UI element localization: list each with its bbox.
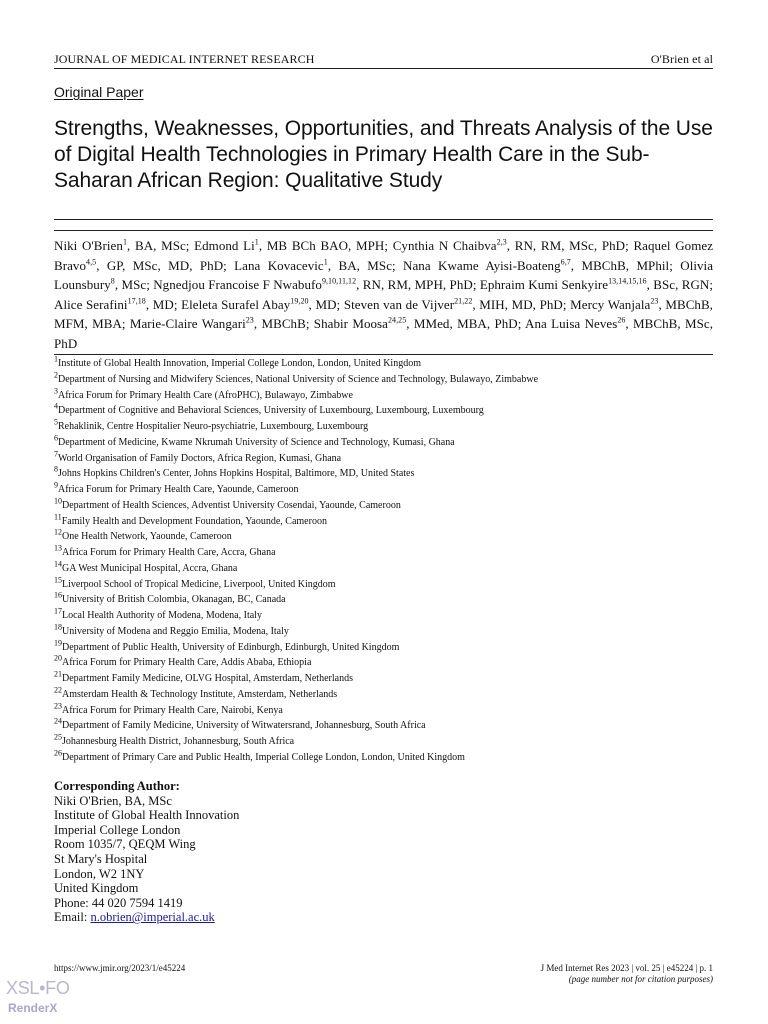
affiliation-number: 20 (54, 653, 62, 663)
author-qualifications: MBChB, MFM, MBA (54, 296, 713, 332)
affiliation-item (54, 750, 713, 766)
author-name: Steven van de Vijver (343, 296, 455, 312)
author-affiliation-ref: 24,25 (388, 316, 407, 326)
affiliation-text: Department of Cognitive and Behavioral Sciences, University of Luxembourg, Luxembourg, Luxembourg (58, 405, 484, 417)
affiliation-number: 4 (54, 401, 58, 411)
title-rule-top (54, 219, 713, 220)
affiliation-item (54, 482, 713, 498)
affiliation-item (54, 703, 713, 719)
affiliation-number: 8 (54, 464, 58, 474)
affiliation-text: Africa Forum for Primary Health Care (AfroPHC), Bulawayo, Zimbabwe (58, 389, 353, 401)
affiliation-item (54, 356, 713, 372)
author-affiliation-ref: 2,3 (496, 237, 507, 247)
affiliation-text: Johns Hopkins Children's Center, Johns Hopkins Hospital, Baltimore, MD, United States (58, 468, 415, 480)
author-affiliation-ref: 8 (110, 276, 115, 286)
author-entry: Ngnedjou Francoise F Nwabufo$^{9,10,11,12}$, RN, RM, MPH, PhD (153, 276, 473, 293)
author-qualifications: RN, RM, MSc, PhD (514, 238, 626, 253)
author-affiliation-ref: 19,20 (290, 296, 309, 306)
author-name: Shabir Moosa (313, 316, 388, 332)
affiliation-number: 12 (54, 527, 62, 537)
affiliation-text: Department of Health Sciences, Adventist University Cosendai, Yaounde, Cameroon (62, 499, 401, 511)
corresponding-author-address (54, 794, 454, 911)
affiliation-text: University of British Colombia, Okanagan, BC, Canada (62, 594, 286, 606)
author-name: Olivia Lounsbury (54, 257, 714, 293)
footer-citation-block (541, 963, 713, 985)
affiliation-item (54, 592, 713, 608)
affiliation-text: Department of Family Medicine, University of Witwatersrand, Johannesburg, South Africa (62, 720, 426, 732)
affiliation-number: 10 (54, 496, 62, 506)
affiliation-text: Family Health and Development Foundation, Yaounde, Cameroon (61, 515, 327, 527)
author-name: Mercy Wanjala (570, 296, 651, 312)
affiliation-text: Local Health Authority of Modena, Modena, Italy (62, 610, 262, 621)
affiliation-number: 1 (54, 354, 58, 364)
author-entry: Niki O'Brien$^1$, BA, MSc (54, 237, 186, 253)
author-entry: Cynthia N Chaibva$^{2,3}$, RN, RM, MSc, PhD (392, 237, 626, 253)
journal-name: JOURNAL OF MEDICAL INTERNET RESEARCH (54, 52, 315, 66)
affiliation-text: Department of Public Health, University of Edinburgh, Edinburgh, United Kingdom (62, 641, 400, 653)
author-qualifications: MBChB (261, 316, 306, 332)
author-affiliation-ref: 23 (245, 316, 254, 326)
author-entry: Olivia Lounsbury$^8$, MSc (54, 257, 714, 293)
title-rule-bottom (54, 230, 713, 231)
author-entry: Lana Kovacevic$^1$, BA, MSc (234, 257, 393, 273)
address-line: United Kingdom (54, 881, 139, 896)
author-name: Niki O'Brien (54, 238, 123, 253)
author-entry: Ephraim Kumi Senkyire$^{13,14,15,16}$, BSc, RGN (479, 276, 710, 293)
affiliation-item (54, 403, 713, 419)
article-title: Strengths, Weaknesses, Opportunities, and Threats Analysis of the Use of Digital Health Technologies in Primary Health Care in the Sub-Saharan African Region: Qualitative Study (54, 117, 713, 192)
author-qualifications: MD (315, 296, 337, 312)
affiliation-item (54, 451, 713, 467)
author-affiliation-ref: 23 (650, 296, 659, 306)
affiliation-item (54, 577, 713, 593)
author-name: Alice Serafini (54, 296, 128, 312)
author-entry: Ana Luisa Neves$^{26}$, MBChB, MSc, PhD (54, 316, 713, 351)
affiliation-item (54, 734, 713, 750)
author-entry: Steven van de Vijver$^{21,22}$, MIH, MD, PhD (343, 296, 563, 312)
affiliation-text: Johannesburg Health District, Johannesburg, South Africa (62, 736, 295, 747)
author-qualifications: RN, RM, MPH, PhD (362, 277, 473, 293)
author-affiliation-ref: 1 (122, 237, 127, 247)
affiliation-number: 6 (54, 433, 58, 443)
author-qualifications: MMed, MBA, PhD (413, 316, 518, 332)
affiliation-text: Department of Primary Care and Public Health, Imperial College London, London, United Kingdom (62, 751, 465, 763)
affiliation-item (54, 608, 713, 624)
affiliation-text: University of Modena and Reggio Emilia, Modena, Italy (62, 625, 289, 637)
affiliation-number: 11 (54, 512, 62, 522)
author-name: Eleleta Surafel Abay (181, 296, 291, 312)
author-entry: Alice Serafini$^{17,18}$, MD (54, 296, 174, 312)
affiliation-item (54, 435, 713, 451)
author-name: Marie-Claire Wangari (129, 316, 246, 332)
author-affiliation-ref: 1 (254, 237, 259, 247)
author-affiliation-ref: 4,5 (86, 257, 97, 267)
author-qualifications: BA, MSc (134, 238, 186, 253)
author-qualifications: BSc, RGN (653, 277, 710, 293)
affiliation-text: Amsterdam Health & Technology Institute, Amsterdam, Netherlands (62, 688, 338, 700)
affiliation-text: Institute of Global Health Innovation, Imperial College London, London, United Kingdom (58, 358, 421, 369)
affiliation-number: 14 (54, 559, 62, 569)
address-line: Imperial College London (54, 822, 181, 837)
affiliation-text: Rehaklinik, Centre Hospitalier Neuro-psychiatrie, Luxembourg, Luxembourg (58, 421, 369, 432)
affiliation-number: 26 (54, 748, 62, 758)
author-qualifications: MIH, MD, PhD (479, 296, 563, 312)
affiliation-item (54, 529, 713, 545)
affiliation-number: 2 (54, 370, 58, 380)
affiliation-item (54, 388, 713, 404)
affiliation-text: World Organisation of Family Doctors, Africa Region, Kumasi, Ghana (58, 452, 342, 464)
address-line: Niki O'Brien, BA, MSc (54, 793, 172, 808)
author-name: Edmond Li (194, 238, 255, 253)
author-qualifications: BA, MSc (338, 257, 393, 273)
corresponding-author (54, 779, 454, 925)
author-qualifications: MBChB, MPhil (581, 257, 670, 273)
affiliation-number: 7 (54, 449, 58, 459)
affiliation-number: 24 (54, 716, 62, 726)
affiliation-item (54, 624, 713, 640)
affiliation-text: GA West Municipal Hospital, Accra, Ghana (62, 562, 238, 574)
affiliation-item (54, 687, 713, 703)
affiliation-item (54, 671, 713, 687)
author-entry: Marie-Claire Wangari$^{23}$, MBChB (129, 316, 306, 332)
author-affiliation-ref: 26 (617, 316, 626, 326)
affiliation-item (54, 419, 713, 435)
author-name: Ngnedjou Francoise F Nwabufo (153, 277, 322, 293)
author-list: Niki O'Brien$^1$, BA, MSc; Edmond Li$^1$, MB BCh BAO, MPH; Cynthia N Chaibva$^{2,3}$, RN, RM, MSc, PhD; Raquel Gomez Bravo$^{4,5}$, GP, MSc, MD, PhD; Lana Kovacevic$^1$, BA, MSc; Nana Kwame Ayisi-Boateng$^{6,7}$, MBChB, MPhil; Olivia Lounsbury$^8$, MSc; Ngnedjou Francoise F Nwabufo$^{9,10,11,12}$, RN, RM, MPH, PhD; Ephraim Kumi Senkyire$^{13,14,15,16}$, BSc, RGN; Alice Serafini$^{17,18}$, MD; Eleleta Surafel Abay$^{19,20}$, MD; Steven van de Vijver$^{21,22}$, MIH, MD, PhD; Mercy Wanjala$^{23}$, MBChB, MFM, MBA; Marie-Claire Wangari$^{23}$, MBChB; Shabir Moosa$^{24,25}$, MMed, MBA, PhD; Ana Luisa Neves$^{26}$, MBChB, MSc, PhD (54, 237, 714, 351)
corresponding-author-heading: Corresponding Author: (54, 779, 180, 793)
affiliation-number: 18 (54, 622, 62, 632)
affiliation-text: Liverpool School of Tropical Medicine, Liverpool, United Kingdom (62, 578, 336, 590)
address-line: Institute of Global Health Innovation (54, 808, 240, 823)
footer-note: (page number not for citation purposes) (568, 974, 713, 984)
author-entry: Eleleta Surafel Abay$^{19,20}$, MD (181, 296, 337, 312)
address-line: Room 1035/7, QEQM Wing (54, 837, 196, 852)
email-label: Email: (54, 910, 91, 925)
affiliation-item (54, 466, 713, 482)
author-qualifications: MD (152, 296, 174, 312)
author-entry: Nana Kwame Ayisi-Boateng$^{6,7}$, MBChB, MPhil (403, 257, 670, 273)
author-name: Nana Kwame Ayisi-Boateng (403, 257, 561, 273)
author-affiliation-ref: 6,7 (560, 257, 571, 267)
email-line (54, 910, 454, 925)
affiliation-number: 22 (54, 685, 62, 695)
author-affiliation-ref: 1 (323, 257, 328, 267)
affiliation-text: Department Family Medicine, OLVG Hospital, Amsterdam, Netherlands (62, 673, 353, 684)
author-entry: Shabir Moosa$^{24,25}$, MMed, MBA, PhD (313, 316, 518, 332)
author-rule (54, 354, 713, 355)
author-entry: Mercy Wanjala$^{23}$, MBChB, MFM, MBA (54, 296, 713, 332)
author-qualifications: MBChB, MSc, PhD (54, 316, 713, 351)
running-head (54, 50, 713, 69)
author-name: Raquel Gomez Bravo (54, 238, 714, 273)
affiliation-item (54, 655, 713, 671)
running-head-authors: O'Brien et al (650, 52, 713, 66)
author-affiliation-ref: 17,18 (127, 296, 146, 306)
affiliation-number: 13 (54, 543, 62, 553)
affiliation-text: One Health Network, Yaounde, Cameroon (62, 531, 232, 543)
affiliation-text: Africa Forum for Primary Health Care, Accra, Ghana (62, 547, 276, 558)
affiliation-text: Department of Nursing and Midwifery Sciences, National University of Science and Technology, Bulawayo, Zimbabwe (58, 373, 539, 385)
address-line: St Mary's Hospital (54, 851, 148, 866)
affiliation-number: 25 (54, 732, 62, 742)
footer-url: https://www.jmir.org/2023/1/e45224 (54, 963, 186, 973)
renderx-logo: RenderX (8, 1001, 58, 1015)
affiliation-item (54, 514, 713, 530)
affiliation-number: 19 (54, 638, 62, 648)
affiliation-item (54, 561, 713, 577)
affiliation-number: 17 (54, 606, 62, 616)
address-line: London, W2 1NY (54, 866, 145, 881)
affiliation-number: 5 (54, 417, 58, 427)
author-affiliation-ref: 21,22 (454, 296, 473, 306)
author-name: Ephraim Kumi Senkyire (479, 277, 609, 293)
affiliation-text: Africa Forum for Primary Health Care, Nairobi, Kenya (62, 704, 283, 716)
affiliation-number: 3 (54, 386, 58, 396)
article-type: Original Paper (54, 84, 144, 100)
xslfo-logo: XSL•FO (6, 978, 70, 998)
affiliation-text: Africa Forum for Primary Health Care, Addis Ababa, Ethiopia (62, 657, 312, 669)
footer-citation: J Med Internet Res 2023 | vol. 25 | e45224 | p. 1 (540, 963, 713, 973)
author-name: Ana Luisa Neves (525, 316, 618, 332)
email-link[interactable]: n.obrien@imperial.ac.uk (90, 910, 215, 925)
author-entry: Raquel Gomez Bravo$^{4,5}$, GP, MSc, MD, PhD (54, 238, 714, 273)
author-entry: Edmond Li$^1$, MB BCh BAO, MPH (194, 237, 385, 253)
author-qualifications: GP, MSc, MD, PhD (106, 257, 224, 273)
affiliation-item (54, 498, 713, 514)
affiliation-number: 16 (54, 590, 62, 600)
affiliation-item (54, 718, 713, 734)
author-qualifications: MB BCh BAO, MPH (266, 238, 385, 253)
affiliation-number: 9 (54, 480, 58, 490)
author-name: Cynthia N Chaibva (392, 238, 497, 253)
affiliation-item (54, 545, 713, 561)
affiliation-list (54, 356, 713, 766)
author-affiliation-ref: 9,10,11,12 (321, 276, 357, 286)
affiliation-number: 23 (54, 701, 62, 711)
author-name: Lana Kovacevic (234, 257, 324, 273)
affiliation-item (54, 640, 713, 656)
affiliation-text: Africa Forum for Primary Health Care, Yaounde, Cameroon (58, 484, 299, 495)
affiliation-text: Department of Medicine, Kwame Nkrumah University of Science and Technology, Kumasi, Ghana (58, 436, 455, 448)
affiliation-number: 21 (54, 669, 62, 679)
address-line: Phone: 44 020 7594 1419 (54, 895, 183, 910)
affiliation-number: 15 (54, 575, 62, 585)
affiliation-item (54, 372, 713, 388)
author-affiliation-ref: 13,14,15,16 (608, 276, 647, 286)
author-qualifications: MSc (121, 277, 147, 293)
